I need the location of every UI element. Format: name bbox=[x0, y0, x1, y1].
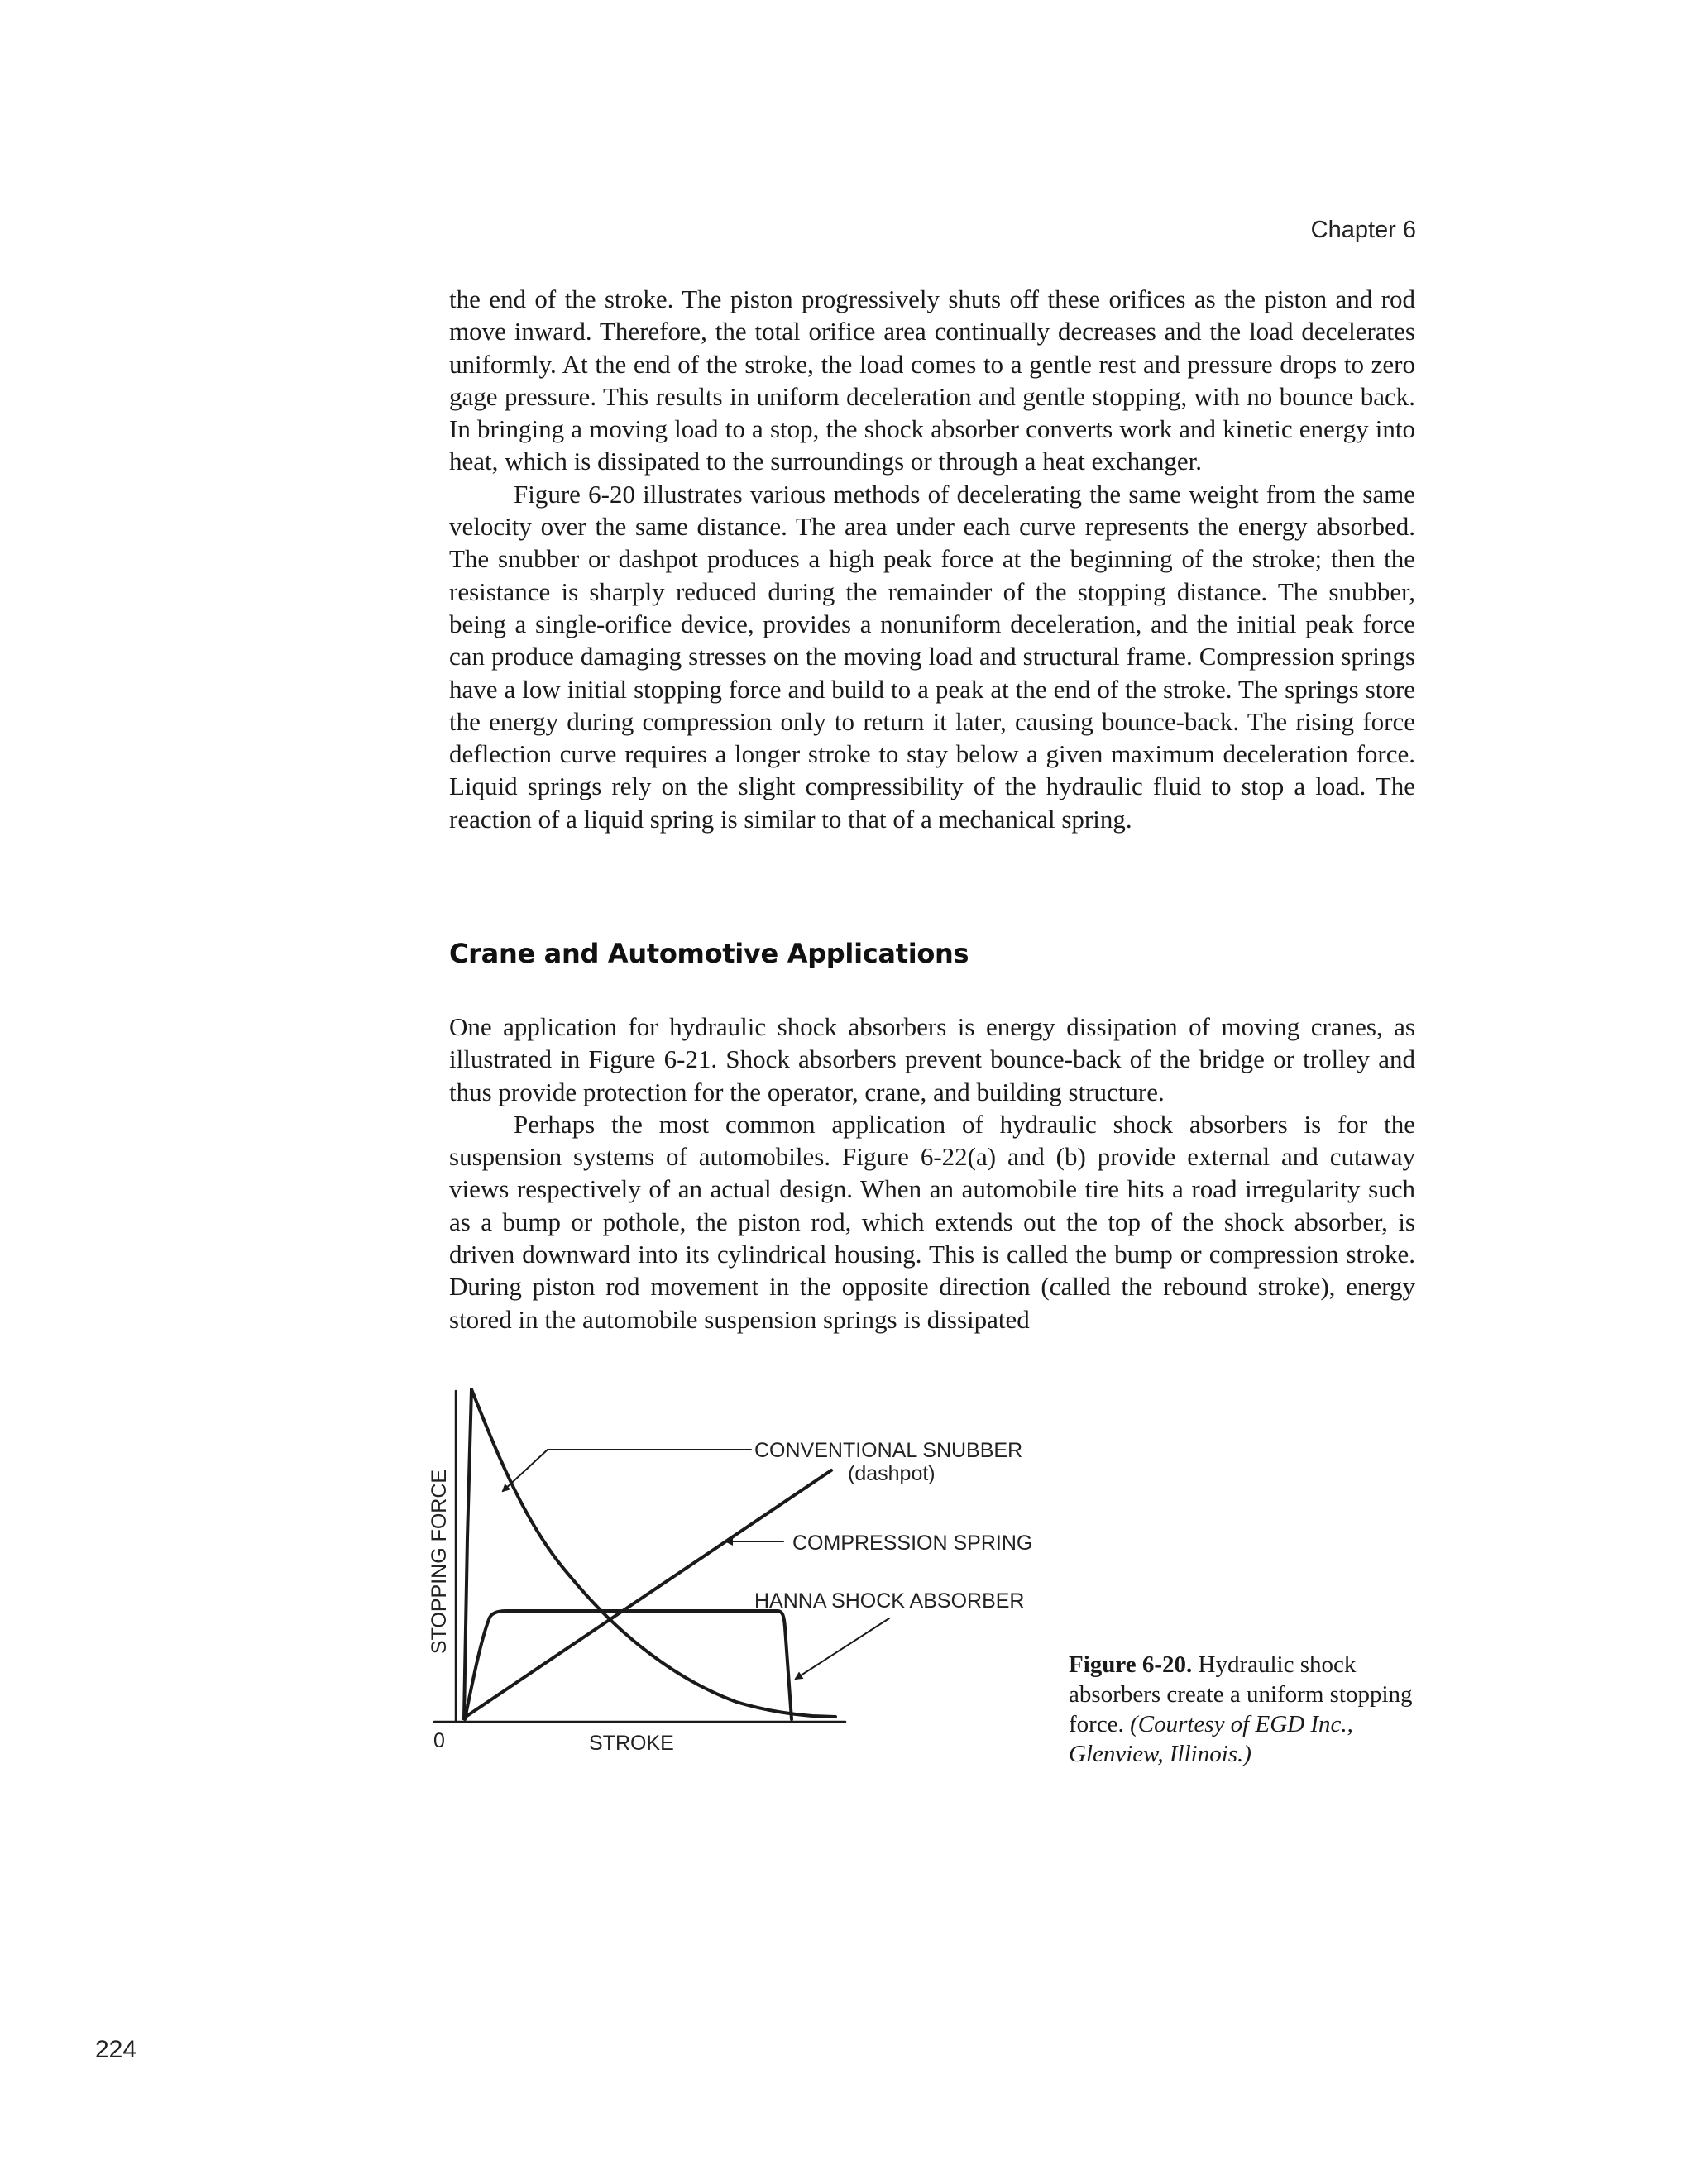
paragraph: Figure 6-20 illustrates various methods of decelerating the same weight from the same velocity over the same distance. The area under each curve represents the energy absorbed. The snubber or dashpot produces a high peak force at the beginning of the stroke; then the resistance is sharply reduced during the remainder of the stopping distance. The snubber, being a single-orifice device, provides a nonuniform deceleration, and the initial peak force can produce damaging stresses on the moving load and structural frame. Compression springs have a low initial stopping force and build to a peak at the end of the stroke. The springs store the energy during compression only to return it later, causing bounce-back. The rising force deflection curve requires a longer stroke to stay below a given maximum deceleration force. Liquid springs rely on the slight compressibility of the hydraulic fluid to stop a load. The reaction of a liquid spring is similar to that of a mechanical spring. bbox=[449, 479, 1415, 834]
y-axis-label: STOPPING FORCE bbox=[428, 1469, 452, 1655]
section-heading: Crane and Automotive Applications bbox=[449, 938, 969, 969]
snubber-sublabel: (dashpot) bbox=[848, 1462, 936, 1485]
paragraph: One application for hydraulic shock absorbers is energy dissipation of moving cranes, as illustrated in Figure 6-21. Shock absorbers prevent bounce-back of the bridge or trolley and thus provide protection for the operator, crane, and building structure. bbox=[449, 1012, 1415, 1106]
spring-label: COMPRESSION SPRING bbox=[792, 1532, 1033, 1555]
hanna-leader bbox=[796, 1618, 889, 1679]
body-text-top bbox=[449, 283, 1415, 835]
running-head: Chapter 6 bbox=[1310, 217, 1416, 243]
hanna-label: HANNA SHOCK ABSORBER bbox=[754, 1589, 1025, 1613]
caption-credit: (Courtesy of EGD Inc., Glenview, Illinois.) bbox=[1069, 1711, 1353, 1767]
snubber-leader bbox=[503, 1450, 751, 1491]
figure-caption bbox=[1069, 1650, 1416, 1769]
x-axis-label: STROKE bbox=[589, 1732, 674, 1755]
body-text-bottom bbox=[449, 1011, 1415, 1336]
paragraph: Perhaps the most common application of hydraulic shock absorbers is for the suspension systems of automobiles. Figure 6-22(a) and (b) provide external and cutaway views respectively of an actual design. When an automobile tire hits a road irregularity such as a bump or pothole, the piston rod, which extends out the top of the shock absorber, is driven downward into its cylindrical housing. This is called the bump or compression stroke. During piston rod movement in the opposite direction (called the rebound stroke), energy stored in the automobile suspension springs is dissipated bbox=[449, 1109, 1415, 1334]
force-stroke-diagram bbox=[405, 1373, 1067, 1770]
figure-6-20 bbox=[405, 1373, 1067, 1770]
page-number: 224 bbox=[95, 2036, 137, 2063]
paragraph: the end of the stroke. The piston progressively shuts off these orifices as the piston and rod move inward. Therefore, the total orifice area continually decreases and the load decelerates uniformly. At the end of the stroke, the load comes to a gentle rest and pressure drops to zero gage pressure. This results in uniform deceleration and gentle stopping, with no bounce back. In bringing a moving load to a stop, the shock absorber converts work and kinetic energy into heat, which is dissipated to the surroundings or through a heat exchanger. bbox=[449, 284, 1415, 476]
caption-text: Hydraulic shock absorbers create a uniform stopping force. bbox=[1069, 1651, 1413, 1737]
caption-label: Figure 6-20. bbox=[1069, 1651, 1193, 1678]
origin-label: 0 bbox=[433, 1729, 445, 1752]
snubber-label: CONVENTIONAL SNUBBER bbox=[754, 1439, 1023, 1462]
